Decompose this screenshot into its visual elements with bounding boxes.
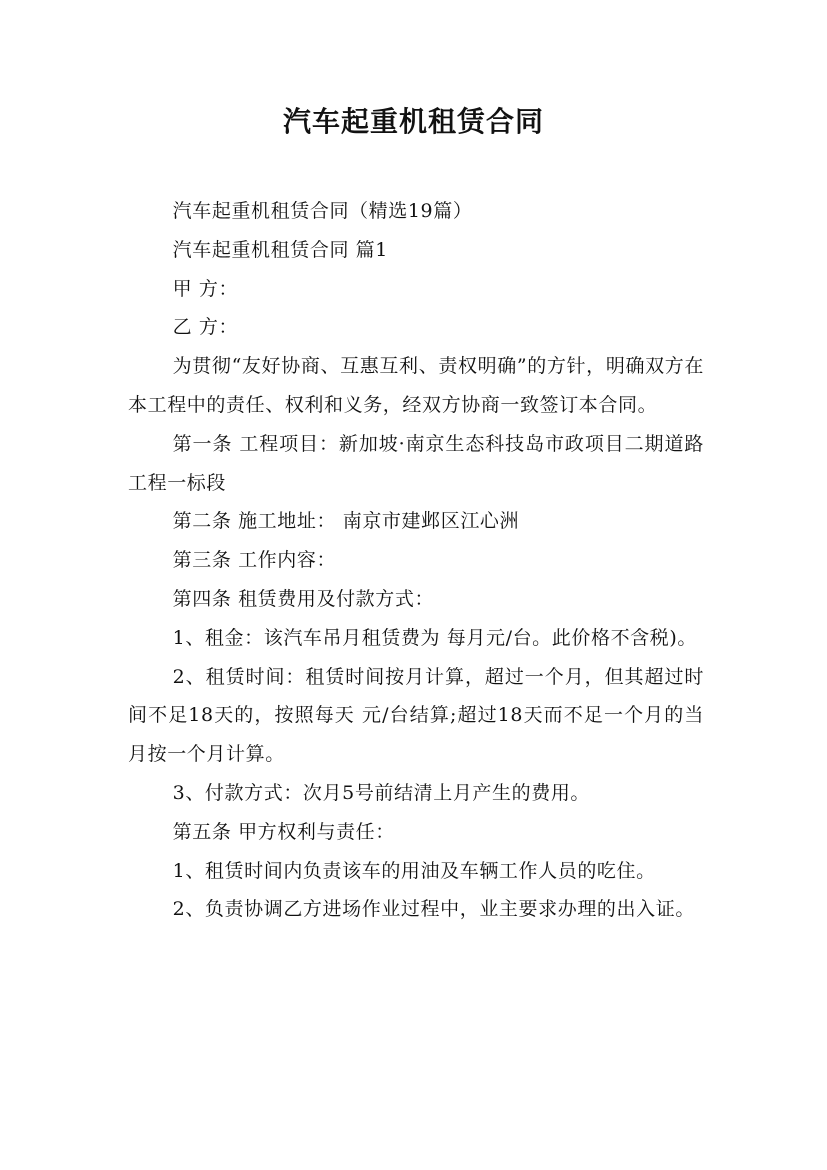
paragraph-article-4-item-1: 1、租金：该汽车吊月租赁费为 每月元/台。此价格不含税)。	[172, 626, 697, 649]
document-title: 汽车起重机租赁合同	[282, 105, 544, 138]
paragraph-section-heading: 汽车起重机租赁合同 篇1	[172, 238, 388, 261]
paragraph-article-2: 第二条 施工地址： 南京市建邺区江心洲	[172, 510, 520, 533]
paragraph-party-b: 乙 方：	[172, 316, 239, 339]
paragraph-subtitle: 汽车起重机租赁合同（精选19篇）	[172, 200, 473, 222]
paragraph-article-1: 第一条 工程项目：新加坡·南京生态科技岛市政项目二期道路工程一标段	[128, 432, 704, 494]
paragraph-article-5-item-1: 1、租赁时间内负责该车的用油及车辆工作人员的吃住。	[172, 859, 656, 882]
paragraph-article-5: 第五条 甲方权利与责任：	[172, 820, 395, 843]
paragraph-article-5-item-2: 2、负责协调乙方进场作业过程中，业主要求办理的出入证。	[172, 898, 695, 921]
paragraph-preamble: 为贯彻“友好协商、互惠互利、责权明确”的方针，明确双方在本工程中的责任、权利和义务，经双方协商一致签订本合同。	[128, 355, 704, 416]
paragraph-article-4: 第四条 租赁费用及付款方式：	[172, 587, 435, 610]
document-body	[128, 192, 704, 929]
paragraph-article-4-item-2: 2、租赁时间：租赁时间按月计算，超过一个月，但其超过时间不足18天的，按照每天 元/台结算;超过18天而不足一个月的当月按一个月计算。	[128, 665, 704, 766]
paragraph-party-a: 甲 方：	[172, 277, 239, 300]
paragraph-article-4-item-3: 3、付款方式：次月5号前结清上月产生的费用。	[172, 781, 591, 804]
paragraph-article-3: 第三条 工作内容：	[172, 549, 337, 572]
